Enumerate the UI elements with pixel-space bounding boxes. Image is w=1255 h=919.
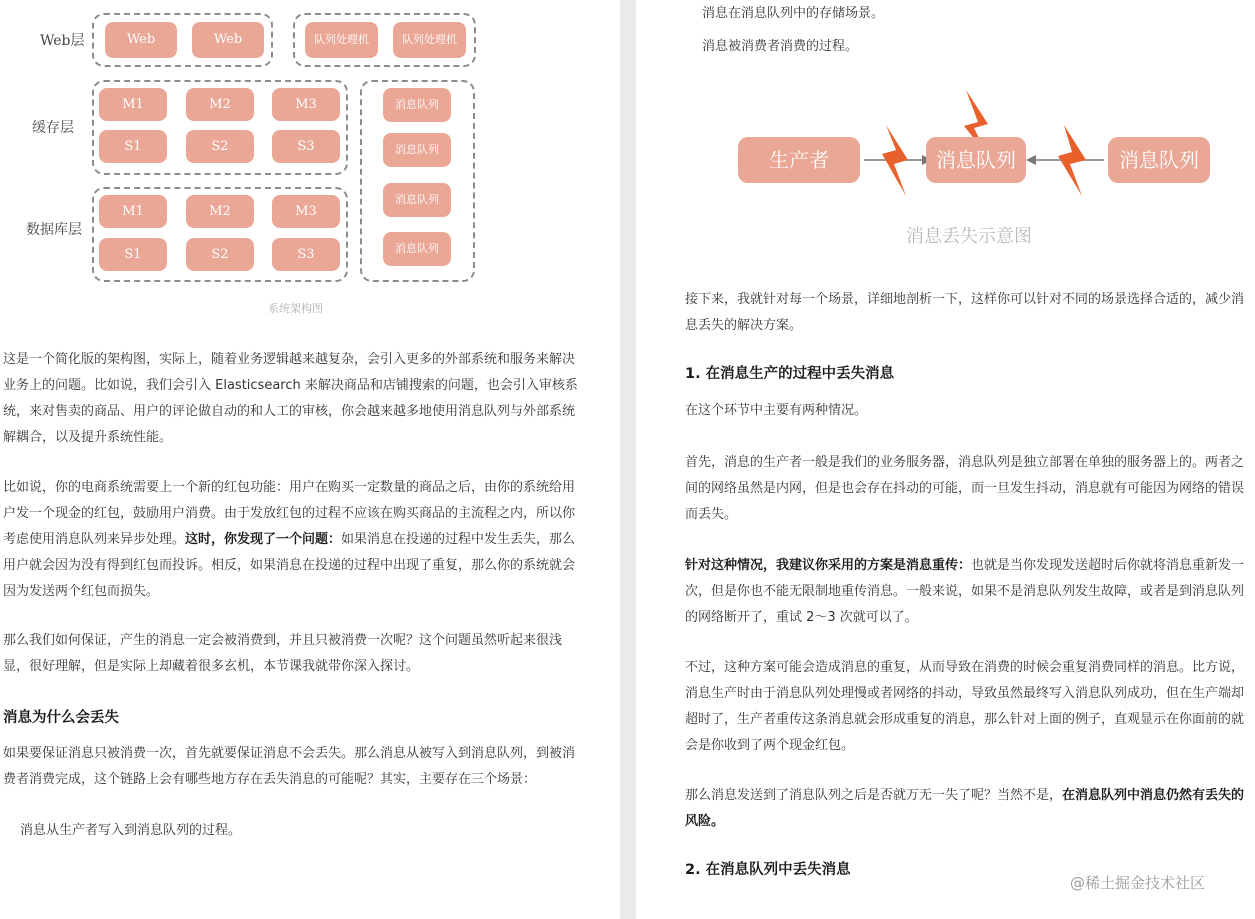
list-item: 消息在消息队列中的存储场景。	[702, 6, 885, 21]
message-queue-node: 消息队列	[383, 183, 451, 217]
queue-node: 消息队列	[926, 137, 1026, 183]
paragraph: 在这个环节中主要有两种情况。	[685, 403, 868, 418]
cache-slave-node: S1	[99, 130, 167, 163]
db-layer-label: 数据库层	[26, 222, 82, 238]
paragraph: 如果要保证消息只被消费一次，首先就要保证消息不会丢失。那么消息从被写入到消息队列，到被消费者消费完成，这个链路上会有哪些地方存在丢失消息的可能呢？其实，主要存在三个场景：	[3, 746, 576, 787]
paragraph: 这是一个简化版的架构图，实际上，随着业务逻辑越来越复杂，会引入更多的外部系统和服务来解决业务上的问题。比如说，我们会引入 Elasticsearch 来解决商品和店铺搜索的问题，也会引入审核系统，来对售卖的商品、用户的评论做自动的和人工的审核，你会越来越多地使用消息队列与外部系统解耦合，以及提升系统性能。	[3, 352, 578, 445]
watermark: @稀土掘金技术社区	[1070, 874, 1206, 892]
emphasis: 在消息队列中消息仍然有丢失的风险。	[685, 788, 1245, 829]
db-slave-node: S1	[99, 238, 167, 271]
section-heading: 1. 在消息生产的过程中丢失消息	[685, 366, 895, 382]
producer-node: 生产者	[738, 137, 860, 183]
cache-master-node: M1	[99, 88, 167, 121]
db-master-node: M3	[272, 195, 340, 228]
lightning-icon	[882, 125, 908, 196]
cache-layer-label: 缓存层	[32, 120, 74, 136]
message-queue-node: 消息队列	[383, 133, 451, 167]
paragraph: 首先，消息的生产者一般是我们的业务服务器，消息队列是独立部署在单独的服务器上的。两者之间的网络虽然是内网，但是也会存在抖动的可能，而一旦发生抖动，消息就有可能因为网络的错误而丢失。	[685, 455, 1245, 522]
lightning-icon	[1058, 125, 1086, 196]
cache-slave-node: S3	[272, 130, 340, 163]
paragraph: 针对这种情况，我建议你采用的方案是消息重传：也就是当你发现发送超时后你就将消息重新发一次，但是你也不能无限制地重传消息。一般来说，如果不是消息队列发生故障，或者是到消息队列的网络断开了，重试 2～3 次就可以了。	[685, 558, 1245, 625]
emphasis: 这时，你发现了一个问题：	[185, 532, 342, 547]
section-heading: 2. 在消息队列中丢失消息	[685, 862, 851, 878]
section-heading: 消息为什么会丢失	[3, 710, 119, 726]
flow-arrows	[636, 0, 1255, 260]
cache-master-node: M3	[272, 88, 340, 121]
web-node: Web	[192, 22, 264, 58]
cache-master-node: M2	[186, 88, 254, 121]
left-page	[0, 0, 620, 919]
arrow-head-icon	[1026, 155, 1036, 165]
paragraph: 那么消息发送到了消息队列之后是否就万无一失了呢？当然不是，在消息队列中消息仍然有丢失的风险。	[685, 788, 1245, 829]
db-slave-node: S3	[272, 238, 340, 271]
queue-processor-node: 队列处理机	[305, 22, 378, 58]
list-item: 消息从生产者写入到消息队列的过程。	[20, 823, 242, 838]
loss-diagram-caption: 消息丢失示意图	[906, 226, 1032, 247]
paragraph: 比如说，你的电商系统需要上一个新的红包功能：用户在购买一定数量的商品之后，由你的系统给用户发一个现金的红包，鼓励用户消费。由于发放红包的过程不应该在购买商品的主流程之内，所以你考虑使用消息队列来异步处理。这时，你发现了一个问题：如果消息在投递的过程中发生丢失，那么用户就会因为没有得到红包而投诉。相反，如果消息在投递的过程中出现了重复，那么你的系统就会因为发送两个红包而损失。	[3, 480, 576, 599]
db-master-node: M1	[99, 195, 167, 228]
message-queue-node: 消息队列	[383, 232, 451, 266]
cache-slave-node: S2	[186, 130, 254, 163]
emphasis: 针对这种情况，我建议你采用的方案是消息重传：	[685, 558, 972, 573]
right-page	[636, 0, 1255, 919]
queue-processor-node: 队列处理机	[393, 22, 466, 58]
list-item: 消息被消费者消费的过程。	[702, 39, 859, 54]
paragraph: 那么我们如何保证，产生的消息一定会被消费到，并且只被消费一次呢？这个问题虽然听起来很浅显，很好理解，但是实际上却藏着很多玄机，本节课我就带你深入探讨。	[3, 633, 563, 674]
paragraph: 不过，这种方案可能会造成消息的重复，从而导致在消费的时候会重复消费同样的消息。比方说，消息生产时由于消息队列处理慢或者网络的抖动，导致虽然最终写入消息队列成功，但在生产端却超时了，生产者重传这条消息就会形成重复的消息，那么针对上面的例子，直观显示在你面前的就会是你收到了两个现金红包。	[685, 660, 1245, 753]
db-slave-node: S2	[186, 238, 254, 271]
consumer-node: 消息队列	[1108, 137, 1210, 183]
db-master-node: M2	[186, 195, 254, 228]
web-layer-label: Web层	[40, 33, 85, 49]
architecture-caption: 系统架构图	[268, 302, 323, 315]
web-node: Web	[105, 22, 177, 58]
paragraph: 接下来，我就针对每一个场景，详细地剖析一下，这样你可以针对不同的场景选择合适的，减少消息丢失的解决方案。	[685, 292, 1245, 333]
message-queue-node: 消息队列	[383, 88, 451, 122]
